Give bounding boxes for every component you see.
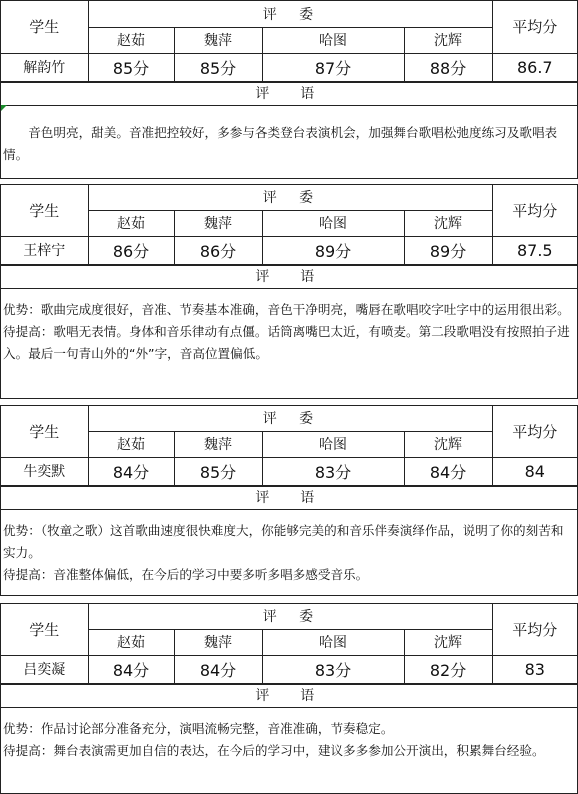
judge-score: 87分 <box>262 53 404 81</box>
judge-score: 84分 <box>404 457 492 485</box>
judge-name: 赵茹 <box>88 431 174 457</box>
comment-line: 优势：歌曲完成度很好，音准、节奏基本准确，音色干净明亮，嘴唇在歌唱咬字吐字中的运用很出彩。 <box>3 301 570 317</box>
judge-score: 83分 <box>262 655 404 683</box>
comments-body <box>1 707 577 793</box>
student-header: 学生 <box>1 185 88 236</box>
student-card-2 <box>0 184 578 399</box>
judge-name: 沈辉 <box>404 210 492 236</box>
judge-score: 84分 <box>88 655 174 683</box>
comments-header: 评 语 <box>1 82 577 105</box>
average-header: 平均分 <box>492 604 577 655</box>
student-card-3 <box>0 405 578 596</box>
comments-body <box>1 105 577 178</box>
comment-line: 优势：作品讨论部分准备充分，演唱流畅完整，音准准确，节奏稳定。 <box>3 720 394 736</box>
student-name: 牛奕默 <box>1 457 88 485</box>
committee-header: 评 委 <box>88 185 492 210</box>
judge-name: 沈辉 <box>404 629 492 655</box>
average-header: 平均分 <box>492 1 577 53</box>
comment-line: 音色明亮，甜美。音准把控较好，多参与各类登台表演机会，加强舞台歌唱松弛度练习及歌唱表情。 <box>3 124 558 162</box>
score-table <box>1 406 577 486</box>
judge-name: 魏萍 <box>174 27 262 53</box>
comment-line: 优势：（牧童之歌）这首歌曲速度很快难度大，你能够完美的和音乐伴奏演绎作品，说明了你的刻苦和实力。 <box>3 522 564 560</box>
committee-header: 评 委 <box>88 604 492 629</box>
comments-header: 评 语 <box>1 265 577 288</box>
score-table <box>1 604 577 684</box>
judge-name: 赵茹 <box>88 629 174 655</box>
average-score: 86.7 <box>492 53 577 81</box>
student-header: 学生 <box>1 1 88 53</box>
average-score: 84 <box>492 457 577 485</box>
student-card-1 <box>0 0 578 179</box>
average-header: 平均分 <box>492 406 577 457</box>
judge-score: 89分 <box>262 236 404 264</box>
judge-score: 85分 <box>174 53 262 81</box>
judge-name: 魏萍 <box>174 629 262 655</box>
comments-header: 评 语 <box>1 684 577 707</box>
committee-header: 评 委 <box>88 406 492 431</box>
student-header: 学生 <box>1 406 88 457</box>
comments-body <box>1 288 577 398</box>
corner-marker <box>1 105 7 111</box>
judge-score: 85分 <box>174 457 262 485</box>
judge-score: 89分 <box>404 236 492 264</box>
judge-name: 沈辉 <box>404 27 492 53</box>
comment-line: 待提高：音准整体偏低，在今后的学习中要多听多唱多感受音乐。 <box>3 566 369 582</box>
judge-name: 哈图 <box>262 431 404 457</box>
comments-body <box>1 509 577 595</box>
judge-score: 85分 <box>88 53 174 81</box>
score-table <box>1 185 577 265</box>
judge-name: 沈辉 <box>404 431 492 457</box>
judge-name: 哈图 <box>262 629 404 655</box>
judge-name: 魏萍 <box>174 431 262 457</box>
student-name: 解韵竹 <box>1 53 88 81</box>
score-table <box>1 1 577 82</box>
comment-line: 待提高：歌唱无表情。身体和音乐律动有点僵。话筒离嘴巴太近，有喷麦。第二段歌唱没有按照拍子进入。最后一句青山外的“外”字，音高位置偏低。 <box>3 323 570 361</box>
comments-header: 评 语 <box>1 486 577 509</box>
judge-name: 魏萍 <box>174 210 262 236</box>
judge-score: 83分 <box>262 457 404 485</box>
judge-score: 86分 <box>88 236 174 264</box>
judge-score: 82分 <box>404 655 492 683</box>
average-header: 平均分 <box>492 185 577 236</box>
judge-score: 84分 <box>88 457 174 485</box>
judge-name: 哈图 <box>262 27 404 53</box>
student-header: 学生 <box>1 604 88 655</box>
committee-header: 评 委 <box>88 1 492 27</box>
judge-name: 哈图 <box>262 210 404 236</box>
average-score: 87.5 <box>492 236 577 264</box>
judge-score: 86分 <box>174 236 262 264</box>
average-score: 83 <box>492 655 577 683</box>
judge-name: 赵茹 <box>88 27 174 53</box>
comment-line: 待提高：舞台表演需更加自信的表达，在今后的学习中，建议多多参加公开演出，积累舞台经验。 <box>3 742 545 758</box>
judge-name: 赵茹 <box>88 210 174 236</box>
student-card-4 <box>0 603 578 794</box>
student-name: 王梓宁 <box>1 236 88 264</box>
student-name: 吕奕凝 <box>1 655 88 683</box>
judge-score: 88分 <box>404 53 492 81</box>
judge-score: 84分 <box>174 655 262 683</box>
